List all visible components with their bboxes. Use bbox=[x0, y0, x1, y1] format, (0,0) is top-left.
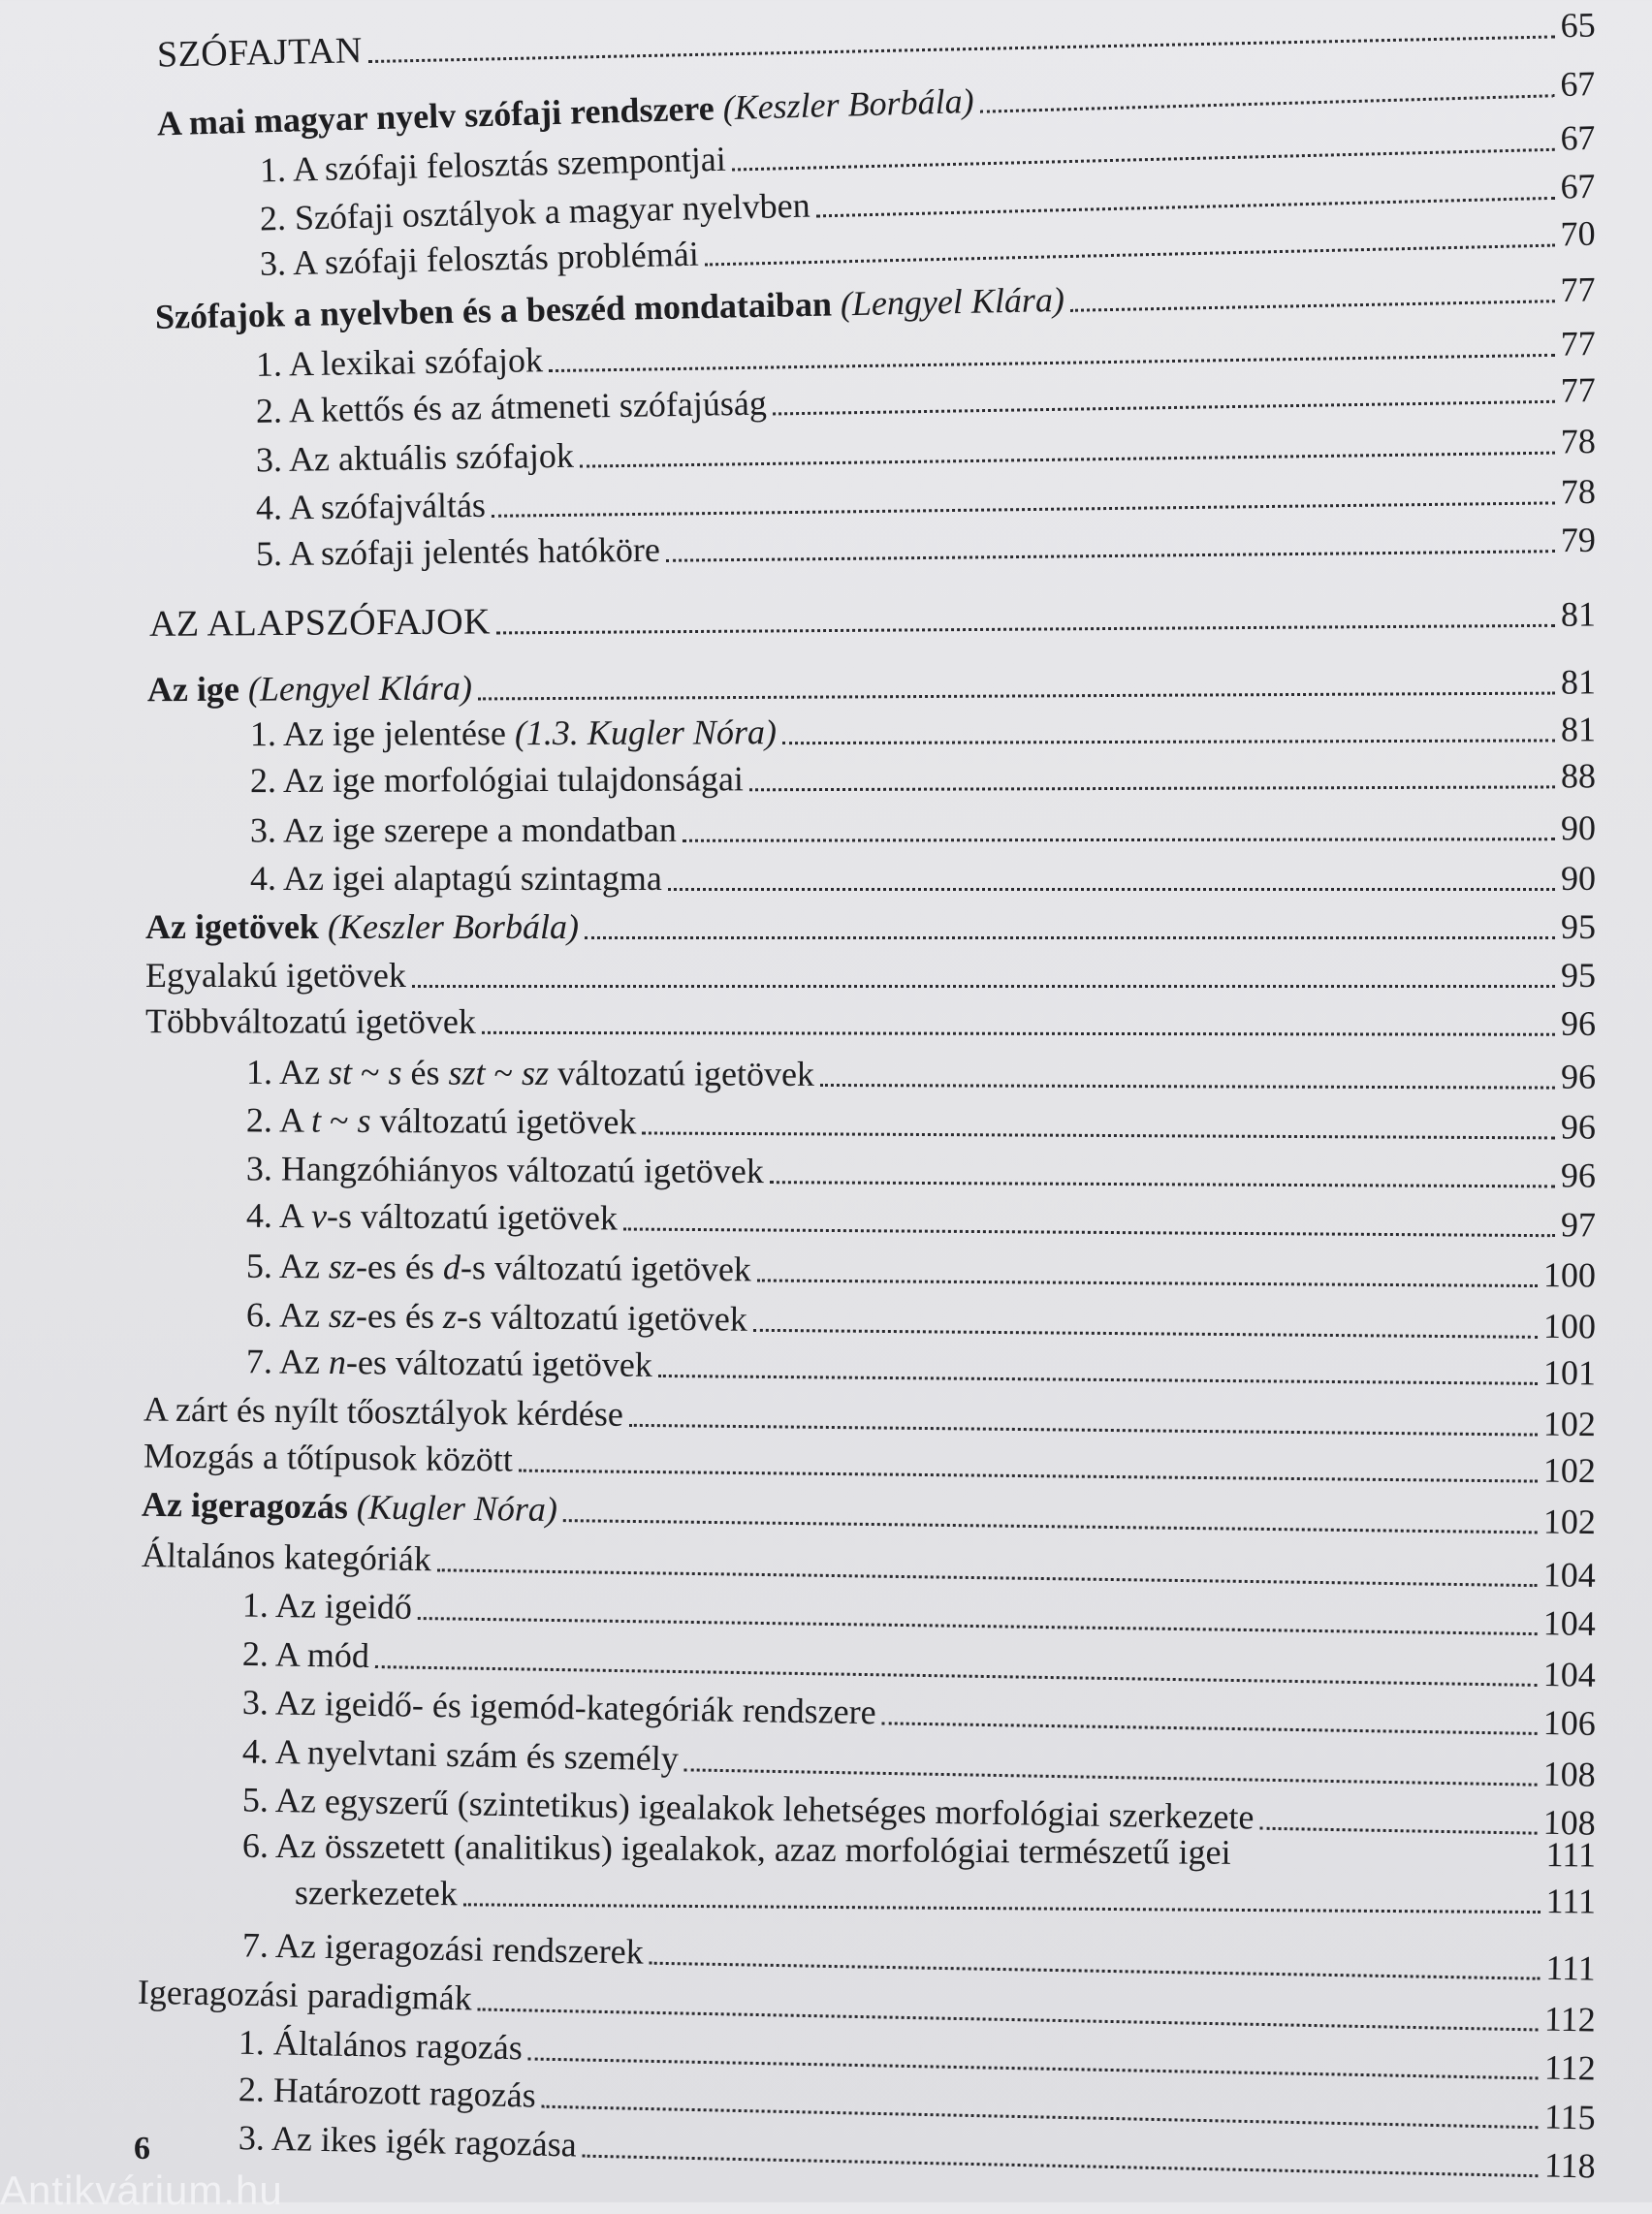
toc-leader-dots bbox=[820, 1084, 1555, 1090]
toc-entry-title bbox=[145, 950, 406, 1000]
toc-entry-text: ~ bbox=[485, 1053, 523, 1092]
toc-entry-text: 4. A nyelvtani szám és személy bbox=[241, 1731, 680, 1779]
toc-entry bbox=[0, 1865, 1652, 1927]
toc-entry-author: v bbox=[310, 1196, 328, 1236]
toc-entry-page: 112 bbox=[1543, 2047, 1597, 2088]
toc-entry-page: 104 bbox=[1542, 1555, 1597, 1595]
toc-entry-text: 4. A bbox=[245, 1195, 312, 1236]
toc-entry-page: 104 bbox=[1542, 1603, 1597, 1643]
toc-entry-page: 88 bbox=[1560, 756, 1597, 796]
toc-entry-title bbox=[246, 1094, 637, 1147]
toc-leader-dots bbox=[418, 1617, 1538, 1635]
toc-entry-text: Az ige bbox=[146, 669, 249, 710]
toc-entry-text: Az igeragozás bbox=[141, 1484, 358, 1527]
toc-entry-title bbox=[246, 1143, 764, 1196]
toc-entry-page: 96 bbox=[1560, 1107, 1597, 1147]
toc-entry-title bbox=[242, 1919, 645, 1977]
toc-entry-title bbox=[250, 805, 677, 856]
toc-entry-text: 5. Az egyszerű (szintetikus) igealakok lehetséges morfológiai szerkezete bbox=[241, 1780, 1255, 1837]
toc-entry-title bbox=[256, 480, 487, 533]
toc-entry-title bbox=[256, 378, 768, 436]
toc-entry-page: 100 bbox=[1542, 1306, 1597, 1346]
toc-entry-text: Szófajok a nyelvben és a beszéd mondataiban bbox=[154, 284, 842, 336]
toc-entry-page: 67 bbox=[1560, 117, 1596, 158]
toc-entry-text: 6. Az összetett (analitikus) igealakok, azaz morfológiai természetű igei bbox=[241, 1825, 1231, 1872]
toc-entry-page: 96 bbox=[1560, 1057, 1597, 1096]
toc-entry-page: 81 bbox=[1560, 594, 1597, 634]
toc-entry-page: 111 bbox=[1545, 1835, 1597, 1875]
toc-entry-text: 2. Az ige morfológiai tulajdonságai bbox=[249, 759, 744, 801]
toc-entry-author: szt bbox=[448, 1053, 486, 1092]
toc-leader-dots bbox=[519, 1470, 1538, 1483]
toc-entry-title bbox=[142, 1479, 558, 1534]
toc-entry-page: 100 bbox=[1542, 1255, 1597, 1295]
toc-entry-text: 1. Az igeidő bbox=[241, 1585, 413, 1627]
toc-leader-dots bbox=[629, 1424, 1538, 1437]
toc-entry-page: 111 bbox=[1545, 1947, 1597, 1988]
toc-leader-dots bbox=[582, 2155, 1538, 2178]
toc-entry-author: (1.3. Kugler Nóra) bbox=[514, 712, 777, 753]
toc-entry-author: sz bbox=[328, 1295, 357, 1336]
toc-entry bbox=[0, 853, 1652, 903]
toc-leader-dots bbox=[753, 1329, 1538, 1339]
toc-entry-page: 81 bbox=[1560, 662, 1597, 702]
toc-entry-text: változatú igetövek bbox=[370, 1101, 637, 1142]
toc-entry-text: ~ bbox=[351, 1053, 389, 1092]
toc-leader-dots bbox=[368, 35, 1555, 63]
page-number: 6 bbox=[134, 2131, 150, 2167]
toc-entry-author: (Lengyel Klára) bbox=[840, 279, 1065, 324]
toc-entry-page: 102 bbox=[1542, 1450, 1597, 1491]
toc-entry-title bbox=[142, 1530, 432, 1584]
watermark: Antikvárium.hu bbox=[0, 2167, 283, 2213]
toc-entry-title bbox=[250, 753, 744, 806]
toc-entry-text: 2. A mód bbox=[241, 1633, 370, 1675]
toc-leader-dots bbox=[580, 452, 1555, 468]
toc-entry-text: 1. Az ige jelentése bbox=[249, 713, 515, 754]
toc-leader-dots bbox=[757, 1279, 1538, 1287]
toc-leader-dots bbox=[642, 1131, 1555, 1139]
toc-entry-page: 102 bbox=[1542, 1502, 1597, 1542]
toc-entry-title bbox=[250, 707, 777, 759]
toc-leader-dots bbox=[492, 501, 1555, 517]
toc-entry-author: st bbox=[328, 1053, 353, 1092]
toc-entry-page: 106 bbox=[1542, 1703, 1597, 1743]
toc-entry-author: (Lengyel Klára) bbox=[247, 668, 473, 709]
toc-entry-title bbox=[295, 1867, 458, 1918]
toc-entry-title bbox=[246, 1047, 814, 1099]
toc-entry-title bbox=[256, 430, 575, 486]
toc-leader-dots bbox=[668, 888, 1555, 891]
toc-entry-title bbox=[147, 662, 472, 714]
toc-leader-dots bbox=[980, 94, 1555, 113]
toc-entry-text: 2. A bbox=[245, 1100, 312, 1140]
toc-entry-text: 1. Általános ragozás bbox=[238, 2022, 524, 2068]
toc-entry-text: A mai magyar nyelv szófaji rendszere bbox=[156, 88, 724, 143]
toc-leader-dots bbox=[496, 624, 1555, 635]
toc-leader-dots bbox=[683, 838, 1555, 842]
toc-entry-text: 5. Az bbox=[245, 1246, 330, 1286]
toc-entry bbox=[0, 901, 1652, 952]
toc-entry-title bbox=[143, 1431, 513, 1485]
toc-entry-text: változatú igetövek bbox=[548, 1053, 815, 1093]
toc-entry-author: (Kugler Nóra) bbox=[356, 1487, 558, 1530]
toc-entry-page: 77 bbox=[1560, 324, 1597, 364]
toc-entry-page: 95 bbox=[1561, 907, 1596, 946]
toc-leader-dots bbox=[658, 1375, 1538, 1385]
toc-leader-dots bbox=[749, 785, 1555, 791]
toc-entry-text: Többváltozatú igetövek bbox=[144, 1001, 476, 1041]
toc-entry-page: 111 bbox=[1545, 1882, 1597, 1921]
toc-leader-dots bbox=[478, 692, 1555, 701]
toc-leader-dots bbox=[563, 1519, 1538, 1534]
toc-entry-page: 104 bbox=[1542, 1655, 1597, 1694]
toc-entry-text: -s változatú igetövek bbox=[456, 1297, 748, 1339]
toc-entry-page: 108 bbox=[1542, 1802, 1597, 1843]
toc-entry-text: 3. Az aktuális szófajok bbox=[255, 435, 575, 480]
toc-entry-page: 90 bbox=[1560, 808, 1597, 848]
toc-entry-text: -es és bbox=[355, 1247, 444, 1287]
toc-entry-title bbox=[259, 229, 699, 289]
toc-entry-page: 79 bbox=[1560, 520, 1597, 560]
toc-entry bbox=[0, 950, 1652, 1000]
toc-entry-page: 101 bbox=[1542, 1352, 1597, 1393]
toc-leader-dots bbox=[412, 985, 1555, 988]
toc-entry-title bbox=[145, 901, 579, 952]
toc-entry-title bbox=[238, 2064, 536, 2120]
toc-entry-text: 6. Az bbox=[245, 1295, 330, 1335]
toc-entry-page: 70 bbox=[1560, 213, 1597, 254]
toc-entry-title bbox=[250, 853, 662, 903]
toc-leader-dots bbox=[482, 1031, 1555, 1036]
toc-entry bbox=[0, 750, 1652, 807]
toc-entry-author: n bbox=[328, 1342, 347, 1382]
toc-leader-dots bbox=[773, 400, 1555, 416]
toc-entry-text: -es és bbox=[355, 1296, 444, 1336]
toc-entry-page: 96 bbox=[1560, 1155, 1597, 1195]
toc-entry-text: Az igetövek bbox=[145, 907, 328, 946]
toc-leader-dots bbox=[881, 1722, 1537, 1735]
toc-entry-page: 77 bbox=[1560, 269, 1597, 310]
toc-entry-text: 1. Az bbox=[245, 1052, 330, 1092]
toc-entry-text: 3. Az igeidő- és igemód-kategóriák rendszere bbox=[241, 1682, 876, 1732]
toc-entry-title bbox=[156, 25, 363, 79]
toc-entry-text: szerkezetek bbox=[294, 1873, 459, 1914]
toc-entry-title bbox=[246, 1336, 652, 1390]
toc-entry-text: 2. Határozott ragozás bbox=[238, 2070, 537, 2115]
toc-entry-author: t bbox=[310, 1100, 322, 1140]
toc-entry-text: Mozgás a tőtípusok között bbox=[143, 1436, 514, 1479]
toc-entry-page: 90 bbox=[1561, 859, 1596, 898]
toc-entry-text: Igeragozási paradigmák bbox=[137, 1972, 473, 2018]
toc-entry-text: 3. Az ikes igék ragozása bbox=[238, 2118, 578, 2165]
toc-entry-author: sz bbox=[328, 1247, 357, 1286]
toc-entry-author: s bbox=[357, 1100, 371, 1141]
toc-leader-dots bbox=[463, 1903, 1541, 1914]
toc-entry-text: 5. A szófaji jelentés hatóköre bbox=[255, 529, 661, 574]
toc-entry-page: 95 bbox=[1561, 956, 1596, 995]
toc-entry-page: 96 bbox=[1560, 1003, 1597, 1043]
toc-entry-title bbox=[145, 996, 476, 1047]
toc-entry-text: és bbox=[401, 1053, 449, 1092]
toc-entry-text: 1. A lexikai szófajok bbox=[255, 340, 544, 384]
toc-entry-page: 118 bbox=[1543, 2145, 1597, 2186]
toc-entry-text: Egyalakú igetövek bbox=[145, 956, 406, 995]
toc-entry-author: (Keszler Borbála) bbox=[327, 907, 579, 946]
toc-entry-page: 77 bbox=[1560, 370, 1597, 410]
toc-entry-title bbox=[238, 2112, 577, 2169]
toc-entry-text: 2. Szófaji osztályok a magyar nyelvben bbox=[259, 185, 811, 238]
toc-entry-author: z bbox=[442, 1296, 458, 1337]
toc-entry-text: 4. Az igei alaptagú szintagma bbox=[250, 859, 662, 898]
toc-entry-text: 2. A kettős és az átmeneti szófajúság bbox=[255, 383, 768, 430]
toc-leader-dots bbox=[770, 1181, 1555, 1187]
toc-entry-page: 97 bbox=[1560, 1205, 1597, 1245]
toc-entry-page: 78 bbox=[1560, 471, 1597, 512]
toc-entry-text: SZÓFAJTAN bbox=[156, 30, 364, 76]
toc-entry-text: ~ bbox=[320, 1100, 358, 1140]
toc-entry-author: sz bbox=[521, 1053, 550, 1092]
toc-entry-author: (Keszler Borbála) bbox=[722, 80, 975, 128]
toc-entry-title bbox=[246, 1190, 618, 1244]
toc-entry-title bbox=[149, 596, 491, 648]
toc-entry-text: -s változatú igetövek bbox=[326, 1196, 619, 1238]
toc-leader-dots bbox=[585, 936, 1555, 939]
toc-entry-page: 115 bbox=[1543, 2097, 1597, 2137]
toc-entry-text: -s változatú igetövek bbox=[460, 1248, 752, 1289]
toc-entry-author: s bbox=[388, 1053, 402, 1092]
toc-entry-page: 78 bbox=[1560, 422, 1597, 461]
toc-entry-text: -es változatú igetövek bbox=[345, 1343, 653, 1384]
toc-leader-dots bbox=[782, 739, 1555, 744]
toc-leader-dots bbox=[649, 1962, 1540, 1980]
toc-entry-title bbox=[137, 1967, 472, 2024]
toc-entry-text: 3. A szófaji felosztás problémái bbox=[259, 234, 700, 283]
toc-entry-page: 67 bbox=[1560, 166, 1596, 206]
toc-entry-page: 81 bbox=[1560, 710, 1597, 749]
toc-entry-page: 108 bbox=[1542, 1754, 1597, 1794]
toc-entry-text: 1. A szófaji felosztás szempontjai bbox=[259, 139, 727, 190]
toc-entry-title bbox=[256, 524, 660, 579]
toc-entry-text: 7. Az igeragozási rendszerek bbox=[241, 1925, 645, 1972]
toc-entry bbox=[0, 996, 1652, 1049]
toc-entry bbox=[0, 803, 1652, 856]
toc-entry-page: 102 bbox=[1542, 1404, 1597, 1444]
toc-entry-text: 3. Az ige szerepe a mondatban bbox=[249, 809, 677, 850]
toc-entry-text: AZ ALAPSZÓFAJOK bbox=[148, 601, 492, 645]
toc-entry-text: 7. Az bbox=[245, 1342, 330, 1381]
toc-leader-dots bbox=[666, 550, 1555, 562]
toc-entry-author: d bbox=[442, 1248, 461, 1287]
toc-entry-page: 65 bbox=[1560, 5, 1597, 46]
toc-leader-dots bbox=[623, 1227, 1555, 1237]
toc-entry-title bbox=[242, 1579, 413, 1631]
toc-entry bbox=[0, 1046, 1652, 1102]
toc-entry-text: 3. Hangzóhiányos változatú igetövek bbox=[245, 1149, 764, 1191]
toc-entry-page: 112 bbox=[1543, 1999, 1597, 2040]
toc-entry-page: 67 bbox=[1559, 64, 1596, 105]
toc-entry-title bbox=[242, 1629, 370, 1681]
toc-entry-text: 4. A szófajváltás bbox=[255, 485, 487, 527]
toc-entry bbox=[0, 588, 1652, 650]
toc-leader-dots bbox=[705, 244, 1555, 267]
toc-entry-text: A zárt és nyílt tőosztályok kérdése bbox=[143, 1389, 624, 1434]
toc-entry-text: Általános kategóriák bbox=[141, 1535, 432, 1579]
toc-entry-title bbox=[246, 1241, 751, 1295]
